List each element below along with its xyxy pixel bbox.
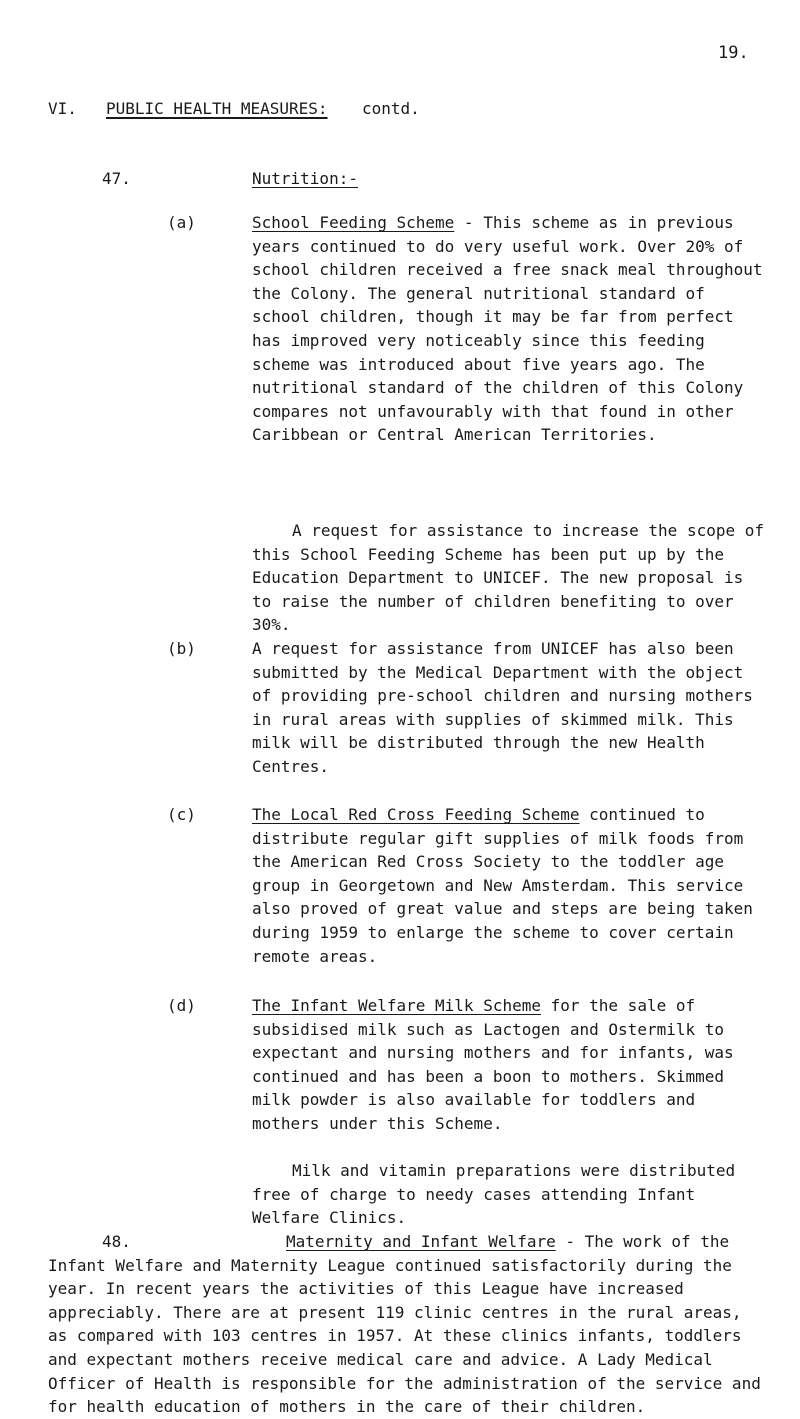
item-a-body <box>252 211 772 447</box>
item-47-heading: Nutrition:- <box>252 169 358 188</box>
item-a-paragraph-1 <box>252 211 772 447</box>
item-a-text-1: - This scheme as in previous years continued to do very useful work. Over 20% of school children received a free snack meal throughout the Colony. The general nutritional standard of school children, though it may be far from perfect has improved very noticeably since this feeding scheme was introduced about five years ago. The nutritional standard of the children of this Colony compares not unfavourably with that found in other Caribbean or Central American Territories. <box>252 213 763 445</box>
item-c-text: continued to distribute regular gift supplies of milk foods from the American Red Cross Society to the toddler age group in Georgetown and New Amsterdam. This service also proved of great value and steps are being taken during 1959 to enlarge the scheme to cover certain remote areas. <box>252 805 753 966</box>
item-d-body-2 <box>252 1159 772 1230</box>
item-a-paragraph-2: A request for assistance to increase the scope of this School Feeding Scheme has been put up by the Education Department to UNICEF. The new proposal is to raise the number of children benefiting to over 30%. <box>252 521 765 635</box>
item-c-title: The Local Red Cross Feeding Scheme <box>252 805 580 824</box>
section-title: PUBLIC HEALTH MEASURES: <box>106 99 328 118</box>
item-d-paragraph-1 <box>252 994 772 1136</box>
item-48-body <box>48 1230 770 1419</box>
item-c-marker: (c) <box>167 805 196 824</box>
item-c-paragraph <box>252 803 772 968</box>
section-contd: contd. <box>362 99 420 118</box>
item-b-paragraph: A request for assistance from UNICEF has also been submitted by the Medical Department with the object of providing pre-school children and nursing mothers in rural areas with supplies of skimmed milk. This milk will be distributed through the new Health Centres. <box>252 639 753 776</box>
item-d-marker: (d) <box>167 996 196 1015</box>
item-c-body <box>252 803 772 968</box>
section-number: VI. <box>48 99 77 118</box>
item-a-marker: (a) <box>167 213 196 232</box>
item-b-marker: (b) <box>167 639 196 658</box>
item-48-title: Maternity and Infant Welfare <box>286 1232 556 1251</box>
item-d-title: The Infant Welfare Milk Scheme <box>252 996 541 1015</box>
item-47-number: 47. <box>102 169 131 188</box>
item-48-paragraph <box>48 1230 770 1419</box>
item-d-paragraph-2: Milk and vitamin preparations were distributed free of charge to needy cases attending Infant Welfare Clinics. <box>252 1161 736 1228</box>
page-number: 19. <box>718 43 749 63</box>
item-d-text-1: for the sale of subsidised milk such as Lactogen and Ostermilk to expectant and nursing mothers and for infants, was continued and has been a boon to mothers. Skimmed milk powder is also available for toddlers and mothers under this Scheme. <box>252 996 734 1133</box>
item-48-number: 48. <box>102 1232 131 1251</box>
item-a-body-2 <box>252 519 772 637</box>
item-48-text: - The work of the Infant Welfare and Maternity League continued satisfactorily during the year. In recent years the activities of this League have increased appreciably. There are at present 119 clinic centres in the rural areas, as compared with 103 centres in 1957. At these clinics infants, toddlers and expectant mothers receive medical care and advice. A Lady Medical Officer of Health is responsible for the administration of the service and for health education of mothers in the care of their children. <box>48 1232 761 1417</box>
item-d-body <box>252 994 772 1136</box>
item-b-body <box>252 637 772 779</box>
item-a-title: School Feeding Scheme <box>252 213 455 232</box>
